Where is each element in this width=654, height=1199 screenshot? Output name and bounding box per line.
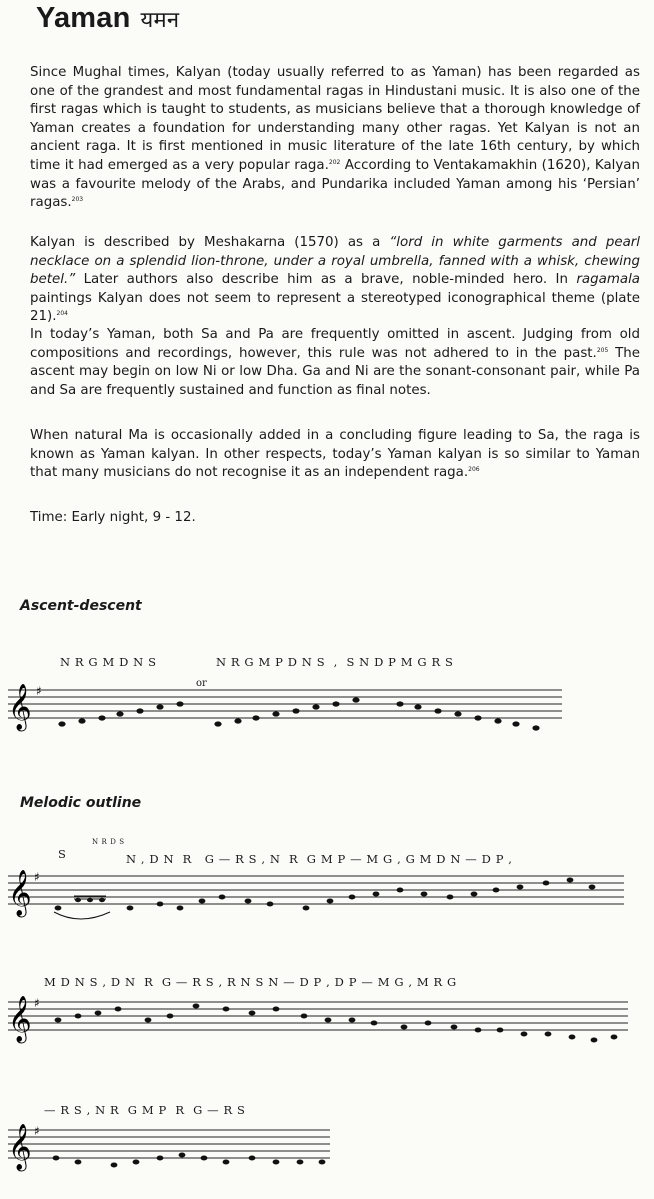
treble-clef-icon: 𝄞 [8,996,32,1042]
outline-line-1: N , D N R G — R S , N R G M P — M G , G M D N — D P , [126,852,513,866]
p2-text-3: paintings Kalyan does not seem to represent a stereotyped iconographical theme (plate 21). [30,290,640,325]
paragraph-yaman-kalyan [30,427,640,483]
ascent-descent-staff [0,680,654,750]
p3-text: In today’s Yaman, both Sa and Pa are frequently omitted in ascent. Judging from old compositions and recordings, however, this rule was not adhered to in the past. [30,327,640,361]
ascent-sargam-2: N R G M P D N S , S N D P M G R S [216,655,454,669]
outline-grace-notes: N R D S [92,838,125,846]
paragraph-ascent-rules [30,326,640,400]
p2-text-2: Later authors also describe him as a brave, noble-minded hero. In [75,272,577,288]
outline-staff-1 [0,870,654,934]
p1-text-2: According to Ventakamakhin (1620), Kalyan was a favourite melody of the Arabs, and Pundarika included Yaman among his ‘Persian’ ragas. [30,157,640,211]
outline-line-2: M D N S , D N R G — R S , R N S N — D P , D P — M G , M R G [44,975,457,989]
footnote-ref[interactable]: 202 [328,158,341,166]
treble-clef-icon: 𝄞 [8,684,32,730]
ascent-descent-heading: Ascent-descent [20,598,142,614]
p1-text: Since Mughal times, Kalyan (today usually referred to as Yaman) has been regarded as one of the grandest and most fundamental ragas in Hindustani music. It is also one of the first ragas which is taught to students, as musicians believe that a thorough knowledge of Yaman creates a foundation for understanding many other ragas. Yet Kalyan is not an ancient raga. It is first mentioned in music literature of the late 16th century, by which time it had emerged as a very popular raga. [30,65,640,173]
paragraph-history [30,64,640,213]
title-devanagari: यमन [140,8,180,33]
footnote-ref[interactable]: 206 [468,466,480,474]
outline-sa: S [58,847,67,861]
p3-text-2: The ascent may begin on low Ni or low Dha. Ga and Ni are the sonant-consonant pair, while Pa and Sa are frequently sustained and function as final notes. [30,345,640,398]
footnote-ref[interactable]: 204 [56,310,68,318]
footnote-ref[interactable]: 203 [71,196,84,204]
performance-time: Time: Early night, 9 - 12. [30,510,196,525]
outline-staff-3 [0,1124,654,1188]
sharp-icon: ♯ [34,996,40,1010]
ascent-sargam-1: N R G M D N S [60,655,157,669]
paragraph-iconography [30,234,640,327]
treble-clef-icon: 𝄞 [8,1124,32,1170]
p2-ragamala: ragamala [576,272,640,288]
title-latin: Yaman [36,2,131,34]
outline-line-3: — R S , N R G M P R G — R S [44,1103,246,1117]
p4-text: When natural Ma is occasionally added in a concluding figure leading to Sa, the raga is known as Yaman kalyan. In other respects, today’s Yaman kalyan is so similar to Yaman that many musicians do not recognise it as an independent raga. [30,428,640,481]
sharp-icon: ♯ [34,1124,40,1138]
sharp-icon: ♯ [36,684,42,698]
sharp-icon: ♯ [34,870,40,884]
p2-text: Kalyan is described by Meshakarna (1570) as a [30,235,390,250]
footnote-ref[interactable]: 205 [596,346,609,354]
page-title [36,2,179,35]
p2-quote: “lord in white garments and pearl necklace on a splendid lion-throne, under a royal umbrella, fanned with a whisk, chewing betel.” [30,235,640,288]
outline-staff-2 [0,996,654,1060]
or-label: or [196,678,207,689]
treble-clef-icon: 𝄞 [8,870,32,916]
melodic-outline-heading: Melodic outline [20,795,142,811]
